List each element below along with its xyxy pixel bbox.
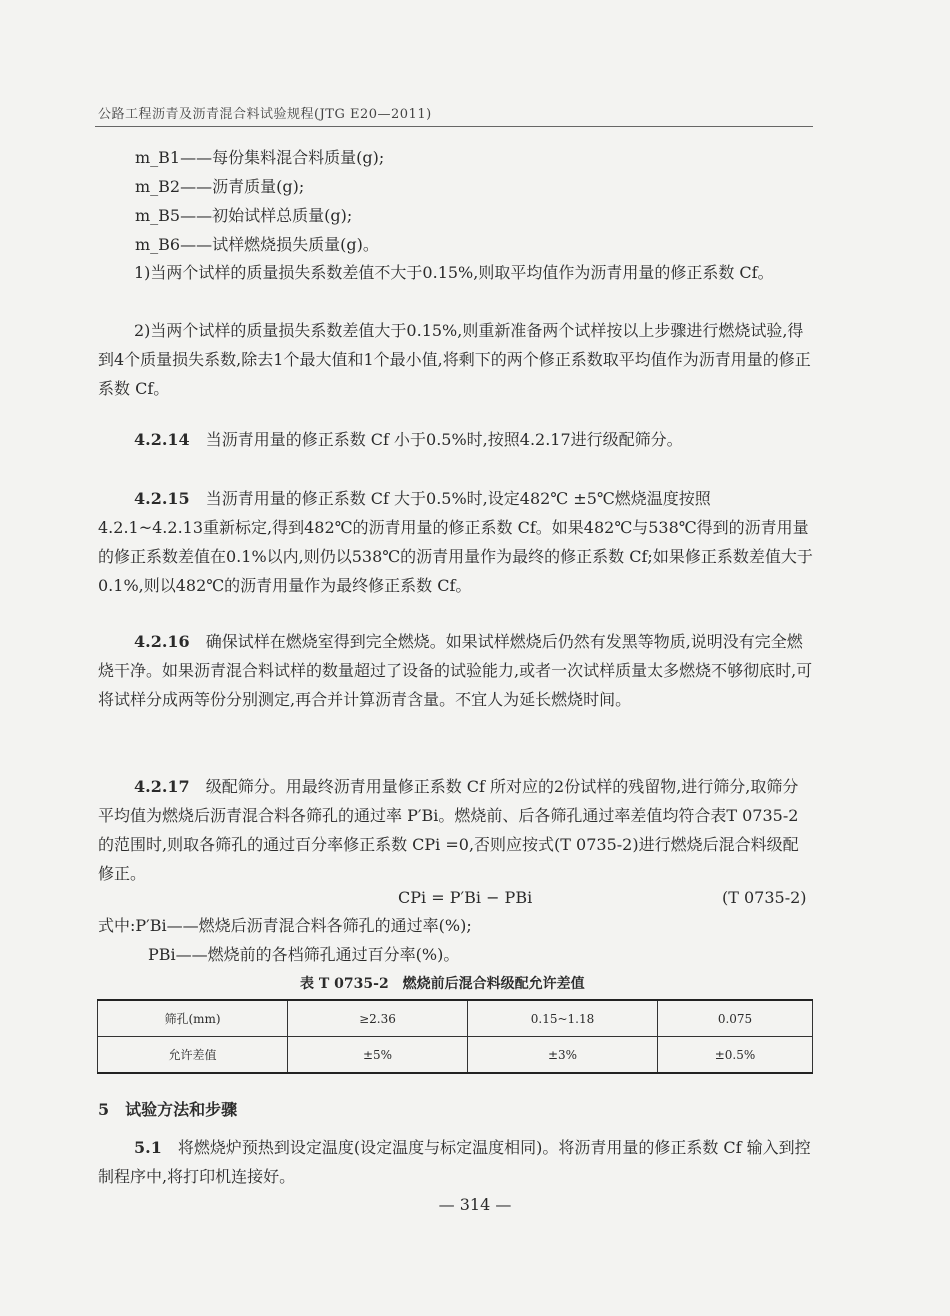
tolerance-table	[97, 999, 813, 1074]
clause-number: 4.2.16	[134, 632, 190, 651]
equation: CPi = P′Bi − PBi	[398, 888, 533, 907]
table-cell: 允许差值	[98, 1037, 288, 1074]
running-header: 公路工程沥青及沥青混合料试验规程(JTG E20—2011)	[98, 107, 432, 122]
clause-text: 级配筛分。用最终沥青用量修正系数 Cf 所对应的2份试样的残留物,进行筛分,取筛分平均值为燃烧后沥青混合料各筛孔的通过率 P′Bi。燃烧前、后各筛孔通过率差值均符合表T 0735-2的范围时,则取各筛孔的通过百分率修正系数 CPi =0,否则应按式(T 0735-2)进行燃烧后混合料级配修正。	[98, 777, 799, 883]
clause-text: 当沥青用量的修正系数 Cf 大于0.5%时,设定482℃ ±5℃燃烧温度按照4.2.1~4.2.13重新标定,得到482℃的沥青用量的修正系数 Cf。如果482℃与538℃得到的沥青用量的修正系数差值在0.1%以内,则仍以538℃的沥青用量作为最终的修正系数 Cf;如果修正系数差值大于0.1%,则以482℃的沥青用量作为最终修正系数 Cf。	[98, 489, 813, 595]
table-cell: 0.15~1.18	[468, 1000, 658, 1037]
header-rule	[95, 126, 813, 127]
clause-5-1	[98, 1133, 814, 1191]
clause-text: 将燃烧炉预热到设定温度(设定温度与标定温度相同)。将沥青用量的修正系数 Cf 输入到控制程序中,将打印机连接好。	[98, 1138, 811, 1186]
table-cell: ±3%	[468, 1037, 658, 1074]
table-cell: ±0.5%	[658, 1037, 813, 1074]
equation-tag: (T 0735-2)	[722, 888, 807, 907]
clause-4-2-16	[98, 627, 814, 714]
clause-number: 4.2.14	[134, 430, 190, 449]
table-cell: 筛孔(mm)	[98, 1000, 288, 1037]
clause-4-2-15	[98, 484, 814, 600]
definition-mb5: m_B5——初始试样总质量(g);	[135, 206, 353, 225]
table-cell: ±5%	[288, 1037, 468, 1074]
clause-4-2-17	[98, 772, 814, 888]
clause-text: 当沥青用量的修正系数 Cf 小于0.5%时,按照4.2.17进行级配筛分。	[205, 430, 683, 449]
table-cell: ≥2.36	[288, 1000, 468, 1037]
definition-mb6: m_B6——试样燃烧损失质量(g)。	[135, 235, 379, 254]
section-5-heading: 5 试验方法和步骤	[98, 1100, 238, 1119]
definition-mb2: m_B2——沥青质量(g);	[135, 177, 305, 196]
page-number: — 314 —	[438, 1195, 512, 1214]
table-cell: 0.075	[658, 1000, 813, 1037]
clause-4-2-14	[98, 425, 814, 454]
clause-text: 确保试样在燃烧室得到完全燃烧。如果试样燃烧后仍然有发黑等物质,说明没有完全燃烧干净。如果沥青混合料试样的数量超过了设备的试验能力,或者一次试样质量太多燃烧不够彻底时,可将试样分成两等份分别测定,再合并计算沥青含量。不宜人为延长燃烧时间。	[98, 632, 813, 709]
clause-number: 5.1	[134, 1138, 162, 1157]
definition-pbi-before: PBi——燃烧前的各档筛孔通过百分率(%)。	[148, 945, 460, 964]
definition-mb1: m_B1——每份集料混合料质量(g);	[135, 148, 385, 167]
definition-pbi-after: 式中:P′Bi——燃烧后沥青混合料各筛孔的通过率(%);	[98, 916, 472, 935]
table-row	[98, 1037, 813, 1074]
clause-number: 4.2.17	[134, 777, 190, 796]
paragraph-item-2: 2)当两个试样的质量损失系数差值大于0.15%,则重新准备两个试样按以上步骤进行燃烧试验,得到4个质量损失系数,除去1个最大值和1个最小值,将剩下的两个修正系数取平均值作为沥青用量的修正系数 Cf。	[98, 321, 811, 398]
paragraph-item-1: 1)当两个试样的质量损失系数差值不大于0.15%,则取平均值作为沥青用量的修正系数 Cf。	[134, 263, 774, 282]
table-row	[98, 1000, 813, 1037]
clause-number: 4.2.15	[134, 489, 190, 508]
table-title: 表 T 0735-2 燃烧前后混合料级配允许差值	[300, 976, 585, 992]
